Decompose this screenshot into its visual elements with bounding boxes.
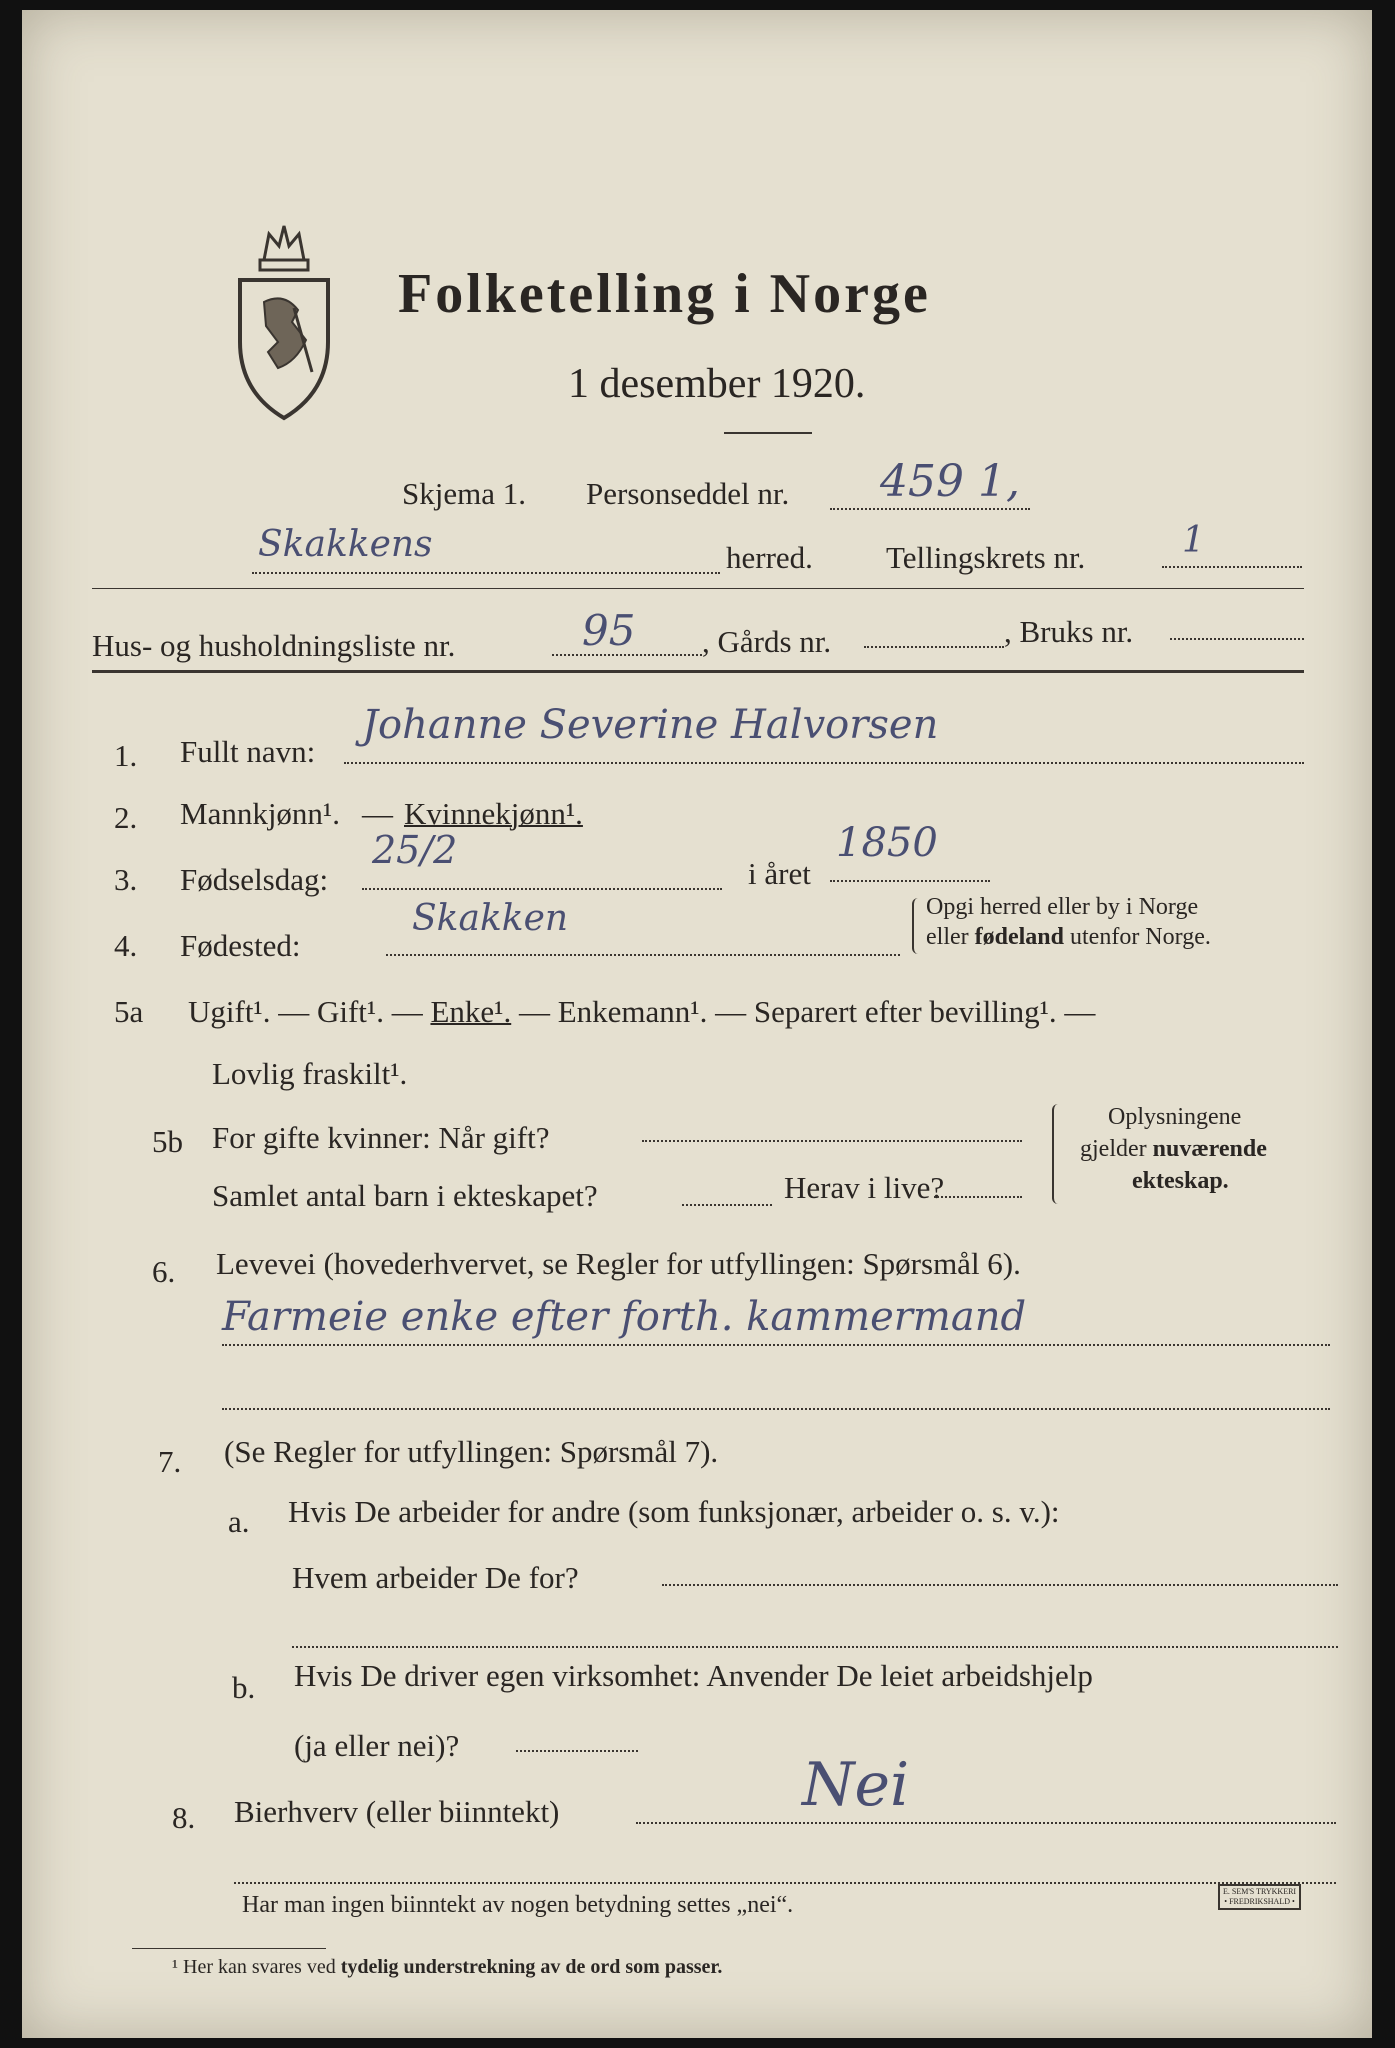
gards-label: , Gårds nr. [702, 624, 832, 659]
mannkjonn-option[interactable]: Mannkjønn¹. [180, 796, 340, 831]
header-separator [92, 670, 1304, 673]
kvinnekjonn-option[interactable]: Kvinnekjønn¹. [404, 796, 583, 831]
husholdning-label: Hus- og husholdningsliste nr. [92, 628, 456, 663]
q4-number: 4. [114, 928, 138, 963]
q4-label: Fødested: [180, 928, 301, 963]
q5b-note-line2: gjelder nuværende [1080, 1136, 1267, 1162]
live-line [934, 1196, 1022, 1198]
barn-line [682, 1204, 772, 1206]
occupation-value[interactable]: Farmeie enke efter forth. kammermand [222, 1294, 1027, 1340]
q8-line-2 [234, 1882, 1336, 1884]
q7b-line [516, 1750, 638, 1752]
q7b-text: Hvis De driver egen virksomhet: Anvender De leiet arbeidshjelp [294, 1658, 1093, 1693]
q5a-options [188, 994, 1095, 1030]
bruks-line [1170, 638, 1304, 640]
herred-label: herred. [726, 540, 813, 575]
year-line [830, 880, 990, 882]
skjema-label: Skjema 1. [402, 476, 526, 511]
tellingskrets-value[interactable]: 1 [1182, 520, 1205, 561]
herred-value[interactable]: Skakkens [258, 524, 433, 565]
q3-line [362, 888, 722, 890]
q5a-sep-3: — [518, 994, 550, 1029]
q7a-number: a. [228, 1504, 250, 1539]
q5a-sep-4: — [715, 994, 747, 1029]
gift-option[interactable]: Gift¹. [316, 994, 384, 1029]
footnote-rule [132, 1948, 326, 1949]
gards-line [864, 646, 1004, 648]
husholdning-value[interactable]: 95 [582, 606, 636, 655]
q6-line-1 [222, 1344, 1330, 1346]
footer-note: Har man ingen biinntekt av nogen betydning settes „nei“. [242, 1892, 794, 1918]
tellingskrets-line [1162, 566, 1302, 568]
separert-option[interactable]: Separert efter bevilling¹. [753, 994, 1057, 1029]
q4-note-line1: Opgi herred eller by i Norge [926, 894, 1199, 920]
herred-separator [92, 588, 1304, 589]
q3-number: 3. [114, 862, 138, 897]
full-name-value[interactable]: Johanne Severine Halvorsen [362, 702, 939, 748]
q5a-number: 5a [114, 994, 144, 1029]
q7a-question: Hvem arbeider De for? [292, 1560, 579, 1595]
naar-gift-line [642, 1140, 1022, 1142]
q6-label: Levevei (hovederhvervet, se Regler for utfyllingen: Spørsmål 6). [216, 1246, 1021, 1281]
bruks-label: , Bruks nr. [1004, 614, 1134, 649]
birth-year-value[interactable]: 1850 [836, 820, 938, 866]
q8-number: 8. [172, 1800, 196, 1835]
ugift-option[interactable]: Ugift¹. [188, 994, 271, 1029]
title-divider [724, 432, 812, 434]
q7-label: (Se Regler for utfyllingen: Spørsmål 7). [224, 1434, 719, 1469]
census-form [22, 10, 1372, 2038]
norwegian-coat-of-arms-icon [234, 222, 334, 422]
fraskilt-option[interactable]: Lovlig fraskilt¹. [212, 1056, 408, 1091]
q1-line [344, 762, 1304, 764]
q2-separator: — [362, 796, 393, 831]
personseddel-value[interactable]: 459 1, [880, 456, 1020, 507]
naar-gift-label: For gifte kvinner: Når gift? [212, 1120, 550, 1155]
q8-line-1 [636, 1822, 1336, 1824]
tellingskrets-label: Tellingskrets nr. [886, 540, 1086, 575]
q5b-number: 5b [152, 1124, 183, 1159]
q5a-sep-1: — [278, 994, 310, 1029]
herred-line [252, 572, 720, 574]
q1-number: 1. [114, 738, 138, 773]
footnote: ¹ Her kan svares ved tydelig understrekning av de ord som passer. [172, 1956, 723, 1978]
q3-label: Fødselsdag: [180, 862, 329, 897]
enke-option[interactable]: Enke¹. [430, 994, 512, 1029]
q2-number: 2. [114, 800, 138, 835]
q8-label: Bierhverv (eller biinntekt) [234, 1794, 560, 1829]
q6-line-2 [222, 1408, 1330, 1410]
birthdate-value[interactable]: 25/2 [372, 828, 458, 872]
personseddel-label: Personseddel nr. [586, 476, 790, 511]
live-label: Herav i live? [784, 1170, 945, 1205]
q1-label: Fullt navn: [180, 734, 316, 769]
q4-line [386, 954, 900, 956]
q4-note-line2: eller fødeland utenfor Norge. [926, 924, 1211, 950]
barn-label: Samlet antal barn i ekteskapet? [212, 1178, 598, 1213]
bierhverv-value[interactable]: Nei [802, 1750, 910, 1820]
year-label: i året [748, 856, 811, 891]
q5a-sep-2: — [391, 994, 423, 1029]
printer-stamp: E. SEM'S TRYKKERI • FREDRIKSHALD • [1218, 1884, 1301, 1910]
personseddel-line [830, 508, 1030, 510]
form-title: Folketelling i Norge [398, 263, 931, 325]
q7b-question: (ja eller nei)? [294, 1728, 460, 1763]
q7-number: 7. [158, 1444, 182, 1479]
enkemann-option[interactable]: Enkemann¹. [557, 994, 708, 1029]
q5b-brace [1052, 1104, 1064, 1204]
q5b-note-line3: ekteskap. [1132, 1168, 1229, 1194]
census-date: 1 desember 1920. [568, 361, 866, 407]
birthplace-value[interactable]: Skakken [412, 898, 569, 939]
q5b-note-line1: Oplysningene [1108, 1104, 1242, 1130]
q7b-number: b. [232, 1670, 256, 1705]
q6-number: 6. [152, 1254, 176, 1289]
q7a-line-2 [292, 1646, 1338, 1648]
q5a-sep-5: — [1064, 994, 1096, 1029]
q7a-line-1 [662, 1584, 1338, 1586]
q7a-text: Hvis De arbeider for andre (som funksjonær, arbeider o. s. v.): [288, 1494, 1060, 1529]
q4-brace [912, 898, 924, 954]
